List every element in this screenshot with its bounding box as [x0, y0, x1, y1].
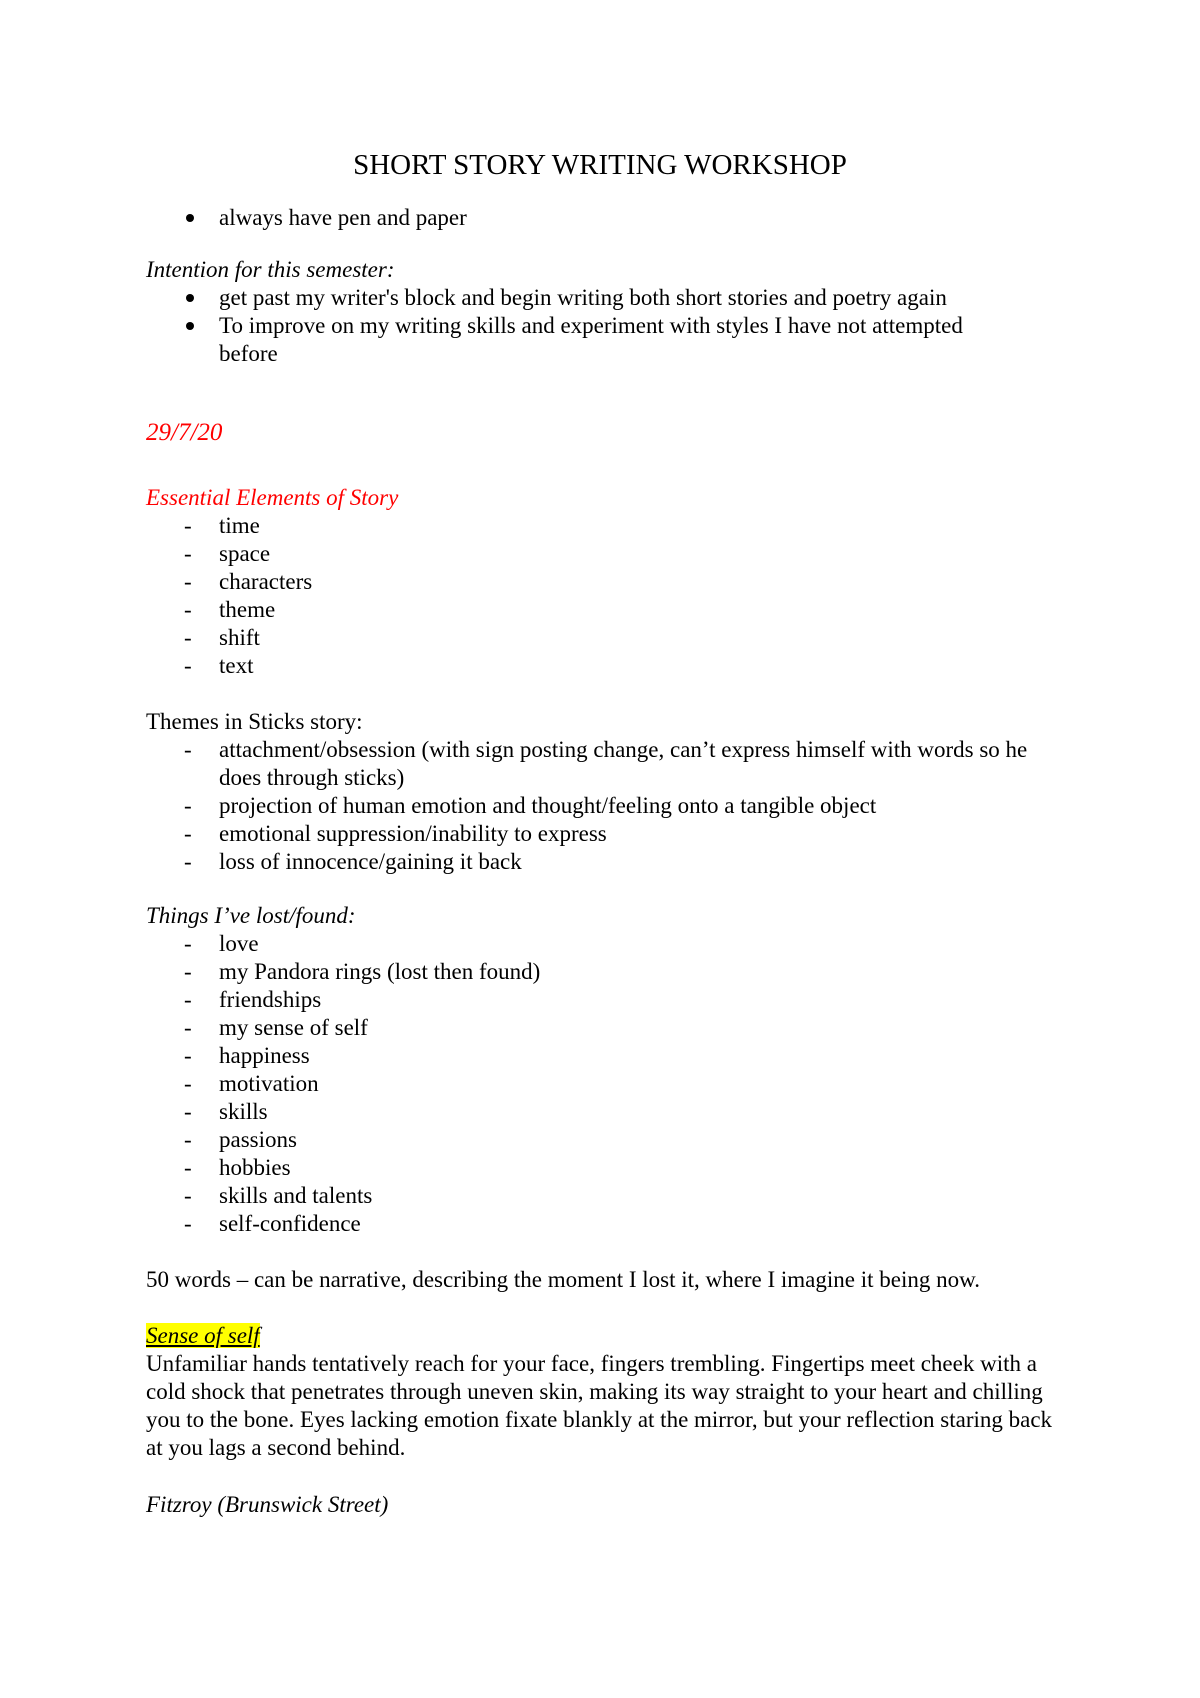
list-item [146, 1154, 1076, 1182]
list-item [146, 820, 1066, 848]
document-title: SHORT STORY WRITING WORKSHOP [353, 149, 847, 181]
dash-marker: - [184, 541, 192, 566]
dash-marker: - [184, 625, 192, 650]
intro-bullet-list [146, 204, 1076, 232]
dash-marker: - [184, 1183, 192, 1208]
lost-found-section [146, 902, 1076, 1238]
list-item-text: get past my writer's block and begin writing both short stories and poetry again [219, 285, 947, 310]
dash-marker: - [184, 1211, 192, 1236]
dash-marker: - [184, 653, 192, 678]
list-item-highlighted [146, 1014, 1076, 1042]
list-item-text: always have pen and paper [219, 205, 467, 230]
list-item-text: text [219, 653, 254, 678]
list-item [146, 204, 1076, 232]
dash-marker: - [184, 793, 192, 818]
list-item [146, 1098, 1076, 1126]
list-item [146, 540, 1076, 568]
themes-heading: Themes in Sticks story: [146, 709, 363, 734]
list-item [146, 848, 1066, 876]
list-item-text: friendships [219, 987, 322, 1012]
list-item [146, 1070, 1076, 1098]
dash-marker: - [184, 1043, 192, 1068]
list-item-text: space [219, 541, 271, 566]
list-item-text: my Pandora rings (lost then found) [219, 959, 541, 984]
themes-section [146, 708, 1076, 876]
dash-marker: - [184, 597, 192, 622]
sense-of-self-paragraph: Unfamiliar hands tentatively reach for your face, fingers trembling. Fingertips meet cheek with a cold shock that penetrates through uneven skin, making its way straight to your heart and chilling you to the bone. Eyes lacking emotion fixate blankly at the mirror, but your reflection staring back at you lags a second behind. [146, 1351, 1053, 1460]
list-item-text: hobbies [219, 1155, 291, 1180]
dash-marker: - [184, 821, 192, 846]
list-item-text: passions [219, 1127, 297, 1152]
list-item [146, 930, 1076, 958]
location-section [146, 1491, 1076, 1519]
list-item-text: skills and talents [219, 1183, 373, 1208]
dash-marker: - [184, 959, 192, 984]
list-item [146, 1126, 1076, 1154]
list-item-text: emotional suppression/inability to express [219, 821, 607, 846]
list-item-text: time [219, 513, 260, 538]
prompt-section [146, 1266, 1076, 1294]
themes-list [146, 736, 1066, 876]
intention-section [146, 256, 1076, 368]
list-item-text: shift [219, 625, 260, 650]
list-item-text: loss of innocence/gaining it back [219, 849, 522, 874]
writing-prompt: 50 words – can be narrative, describing the moment I lost it, where I imagine it being now. [146, 1267, 980, 1292]
sense-of-self-section [146, 1322, 1056, 1462]
date-section [146, 419, 1076, 447]
list-item [146, 568, 1076, 596]
list-item-text: motivation [219, 1071, 319, 1096]
list-item [146, 596, 1076, 624]
list-item-text: characters [219, 569, 313, 594]
lost-found-list [146, 930, 1076, 1238]
list-item-text: theme [219, 597, 276, 622]
list-item [146, 736, 1066, 792]
sense-of-self-heading: Sense of self [146, 1323, 260, 1348]
list-item-text: self-confidence [219, 1211, 361, 1236]
list-item [146, 1042, 1076, 1070]
dash-marker: - [184, 931, 192, 956]
bullet-icon [186, 214, 194, 222]
list-item [146, 1210, 1076, 1238]
intention-heading: Intention for this semester: [146, 257, 395, 282]
list-item [146, 792, 1066, 820]
entry-date: 29/7/20 [146, 419, 223, 446]
dash-marker: - [184, 1015, 192, 1040]
list-item [146, 1182, 1076, 1210]
list-item-text: skills [219, 1099, 268, 1124]
list-item [146, 512, 1076, 540]
list-item-text: love [219, 931, 259, 956]
list-item [146, 958, 1076, 986]
list-item [146, 986, 1076, 1014]
dash-marker: - [184, 1127, 192, 1152]
list-item [146, 312, 1006, 368]
list-item-text: To improve on my writing skills and experiment with styles I have not attempted before [219, 313, 963, 366]
essential-elements-heading: Essential Elements of Story [146, 485, 399, 510]
bullet-icon [186, 322, 194, 330]
bullet-icon [186, 294, 194, 302]
list-item-text: projection of human emotion and thought/feeling onto a tangible object [219, 793, 877, 818]
intention-bullet-list [146, 284, 1006, 368]
list-item-text: attachment/obsession (with sign posting change, can’t express himself with words so he does through sticks) [219, 737, 1028, 790]
sense-of-self-heading-line [146, 1322, 1056, 1350]
lost-found-heading: Things I’ve lost/found: [146, 903, 356, 928]
location-heading: Fitzroy (Brunswick Street) [146, 1492, 389, 1517]
list-item-text: happiness [219, 1043, 310, 1068]
list-item [146, 284, 1006, 312]
dash-marker: - [184, 1099, 192, 1124]
list-item-text: my sense of self [219, 1015, 368, 1040]
dash-marker: - [184, 737, 192, 762]
list-item [146, 652, 1076, 680]
essential-elements-list [146, 512, 1076, 680]
essential-elements-section [146, 484, 1076, 680]
intro-section [146, 204, 1076, 232]
dash-marker: - [184, 987, 192, 1012]
dash-marker: - [184, 569, 192, 594]
dash-marker: - [184, 1071, 192, 1096]
dash-marker: - [184, 513, 192, 538]
dash-marker: - [184, 849, 192, 874]
dash-marker: - [184, 1155, 192, 1180]
list-item [146, 624, 1076, 652]
